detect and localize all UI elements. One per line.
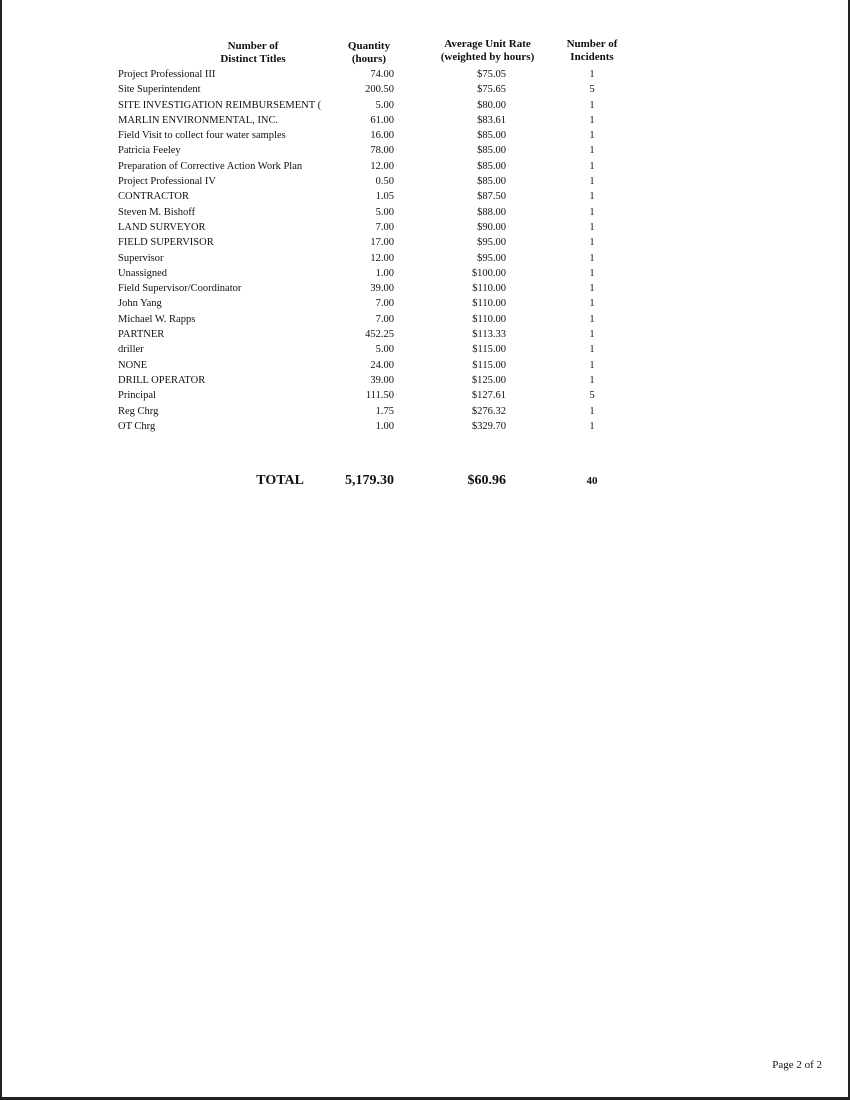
- row-incidents: 5: [589, 390, 595, 402]
- table-row: [0, 159, 850, 174]
- row-quantity: 5.00: [375, 206, 394, 218]
- row-quantity: 5.00: [375, 344, 394, 356]
- row-rate: $127.61: [471, 390, 506, 402]
- table-row: [0, 281, 850, 296]
- row-rate: $113.33: [472, 329, 506, 341]
- table-row: [0, 327, 850, 342]
- row-title: Reg Chrg: [118, 405, 159, 417]
- row-quantity: 200.50: [365, 84, 394, 96]
- row-incidents: 1: [589, 69, 595, 80]
- row-rate: $95.00: [477, 237, 506, 249]
- table-row: [0, 82, 850, 97]
- row-quantity: 78.00: [370, 145, 394, 157]
- row-title: Principal: [118, 390, 156, 402]
- row-title: Project Professional IV: [118, 176, 216, 188]
- table-row: [0, 404, 850, 419]
- row-title: Patricia Feeley: [118, 145, 181, 157]
- row-title: Project Professional III: [118, 69, 216, 80]
- row-rate: $95.00: [477, 252, 506, 264]
- row-quantity: 7.00: [375, 313, 394, 325]
- row-title: LAND SURVEYOR: [118, 221, 206, 233]
- table-row: [0, 419, 850, 434]
- table-row: [0, 143, 850, 158]
- row-incidents: 1: [589, 313, 595, 325]
- header-distinct-titles-line1: Number of: [227, 40, 279, 52]
- table-row: [0, 388, 850, 403]
- row-rate: $80.00: [477, 99, 506, 111]
- total-label: TOTAL: [256, 473, 304, 488]
- row-quantity: 61.00: [370, 114, 394, 126]
- total-average-rate: $60.96: [467, 473, 506, 488]
- row-rate: $75.65: [477, 84, 506, 96]
- row-rate: $85.00: [477, 130, 506, 142]
- header-quantity: [330, 40, 408, 66]
- row-rate: $75.05: [477, 69, 506, 80]
- row-title: John Yang: [118, 298, 162, 310]
- row-incidents: 1: [589, 221, 595, 233]
- table-row: [0, 98, 850, 113]
- row-title: Steven M. Bishoff: [118, 206, 196, 218]
- row-rate: $125.00: [471, 374, 506, 386]
- row-rate: $87.50: [477, 191, 506, 203]
- row-title: OT Chrg: [118, 420, 156, 432]
- row-rate: $110.00: [472, 283, 506, 295]
- table-row: [0, 220, 850, 235]
- table-row: [0, 251, 850, 266]
- row-title: SITE INVESTIGATION REIMBURSEMENT (: [118, 99, 322, 111]
- row-incidents: 1: [589, 237, 595, 249]
- table-row: [0, 67, 850, 82]
- row-title: FIELD SUPERVISOR: [118, 237, 214, 249]
- row-incidents: 1: [589, 298, 595, 310]
- row-incidents: 1: [589, 329, 595, 341]
- table-row: [0, 235, 850, 250]
- row-rate: $83.61: [477, 114, 506, 126]
- row-incidents: 1: [589, 252, 595, 264]
- row-rate: $110.00: [472, 298, 506, 310]
- row-title: MARLIN ENVIRONMENTAL, INC.: [118, 114, 279, 126]
- row-incidents: 1: [589, 374, 595, 386]
- row-rate: $110.00: [472, 313, 506, 325]
- row-incidents: 1: [589, 191, 595, 203]
- row-incidents: 1: [589, 420, 595, 432]
- row-quantity: 7.00: [375, 221, 394, 233]
- row-incidents: 1: [589, 99, 595, 111]
- row-quantity: 7.00: [375, 298, 394, 310]
- row-rate: $85.00: [477, 176, 506, 188]
- row-quantity: 39.00: [370, 283, 394, 295]
- header-rate-line1: Average Unit Rate: [444, 38, 531, 50]
- table-row: [0, 312, 850, 327]
- total-row: [0, 471, 850, 491]
- total-incidents: 40: [586, 475, 598, 487]
- table-row: [0, 342, 850, 357]
- header-average-unit-rate: [425, 38, 550, 64]
- row-title: Preparation of Corrective Action Work Plan: [118, 160, 303, 172]
- row-rate: $115.00: [472, 359, 506, 371]
- row-title: Unassigned: [118, 267, 167, 279]
- row-rate: $90.00: [477, 221, 506, 233]
- row-title: Site Superintendent: [118, 84, 201, 96]
- row-incidents: 1: [589, 206, 595, 218]
- header-distinct-titles-line2: Distinct Titles: [220, 53, 286, 65]
- row-quantity: 0.50: [375, 176, 394, 188]
- row-quantity: 452.25: [365, 329, 394, 341]
- row-incidents: 1: [589, 130, 595, 142]
- row-quantity: 111.50: [365, 390, 394, 402]
- row-quantity: 16.00: [370, 130, 394, 142]
- table-row: [0, 373, 850, 388]
- row-title: DRILL OPERATOR: [118, 374, 206, 386]
- row-incidents: 1: [589, 114, 595, 126]
- row-quantity: 17.00: [370, 237, 394, 249]
- row-title: Field Supervisor/Coordinator: [118, 283, 242, 295]
- row-quantity: 1.00: [375, 267, 394, 279]
- total-quantity: 5,179.30: [345, 473, 394, 488]
- table-row: [0, 296, 850, 311]
- row-title: CONTRACTOR: [118, 191, 189, 203]
- row-title: Field Visit to collect four water samples: [118, 130, 286, 142]
- row-rate: $85.00: [477, 145, 506, 157]
- titles-table: [0, 67, 850, 434]
- header-rate-line2: (weighted by hours): [440, 51, 535, 63]
- row-quantity: 74.00: [370, 69, 394, 80]
- row-quantity: 39.00: [370, 374, 394, 386]
- row-rate: $115.00: [472, 344, 506, 356]
- row-rate: $88.00: [477, 206, 506, 218]
- row-title: Michael W. Rapps: [118, 313, 196, 325]
- row-title: PARTNER: [118, 329, 165, 341]
- row-quantity: 12.00: [370, 160, 394, 172]
- row-incidents: 1: [589, 176, 595, 188]
- row-incidents: 1: [589, 145, 595, 157]
- table-row: [0, 128, 850, 143]
- row-quantity: 12.00: [370, 252, 394, 264]
- header-distinct-titles: [178, 40, 328, 66]
- row-incidents: 1: [589, 267, 595, 279]
- row-rate: $100.00: [471, 267, 506, 279]
- row-quantity: 1.75: [375, 405, 394, 417]
- row-incidents: 1: [589, 405, 595, 417]
- header-incidents-line2: Incidents: [570, 51, 614, 63]
- row-title: Supervisor: [118, 252, 164, 264]
- row-rate: $85.00: [477, 160, 506, 172]
- row-incidents: 1: [589, 160, 595, 172]
- table-row: [0, 113, 850, 128]
- row-quantity: 1.05: [375, 191, 394, 203]
- row-quantity: 1.00: [375, 420, 394, 432]
- table-row: [0, 174, 850, 189]
- row-rate: $276.32: [471, 405, 506, 417]
- table-row: [0, 189, 850, 204]
- header-quantity-line2: (hours): [351, 53, 387, 65]
- row-quantity: 24.00: [370, 359, 394, 371]
- header-incidents-line1: Number of: [566, 38, 618, 50]
- table-row: [0, 266, 850, 281]
- table-row: [0, 358, 850, 373]
- table-row: [0, 205, 850, 220]
- row-rate: $329.70: [471, 420, 506, 432]
- row-incidents: 5: [589, 84, 595, 96]
- row-quantity: 5.00: [375, 99, 394, 111]
- row-incidents: 1: [589, 344, 595, 356]
- header-incidents: [552, 38, 632, 64]
- row-incidents: 1: [589, 359, 595, 371]
- header-quantity-line1: Quantity: [347, 40, 391, 52]
- row-incidents: 1: [589, 283, 595, 295]
- row-title: driller: [118, 344, 144, 356]
- page-number: Page 2 of 2: [772, 1059, 822, 1071]
- row-title: NONE: [118, 359, 148, 371]
